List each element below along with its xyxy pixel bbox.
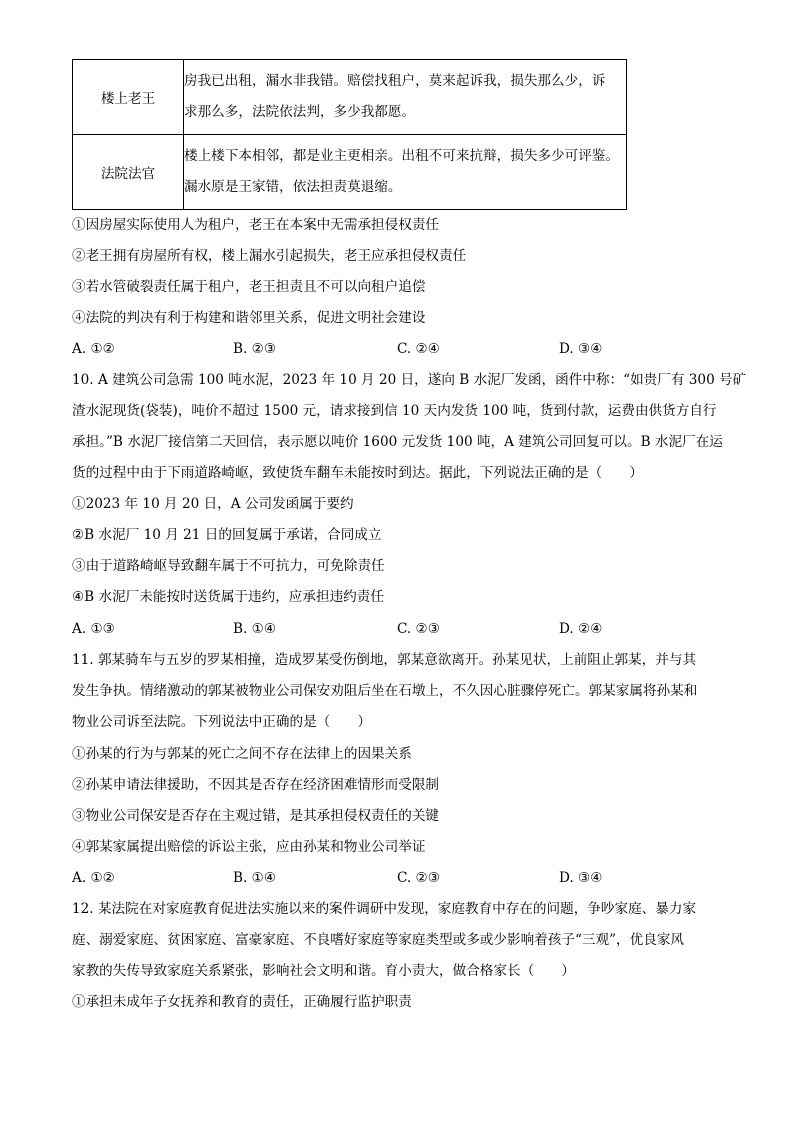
q11-choices	[72, 868, 672, 888]
q11-option: ②孙某申请法律援助，不因其是否存在经济困难情形而受限制	[72, 777, 440, 793]
choice-b: B. ②③	[233, 341, 277, 357]
speech-cell	[184, 135, 627, 210]
speech-line: 楼上楼下本相邻，都是业主更相亲。出租不可来抗辩，损失多少可评鉴。	[184, 148, 619, 164]
choice-b: B. ①④	[233, 870, 277, 886]
choice-d: D. ②④	[559, 621, 603, 637]
speaker-cell: 楼上老王	[73, 60, 184, 135]
speaker-cell: 法院法官	[73, 135, 184, 210]
q12-stem-line: 家教的失传导致家庭关系紧张，影响社会文明和谐。育小责大，做合格家长（ ）	[72, 963, 575, 979]
q9-choices	[72, 339, 672, 359]
dialogue-table	[72, 59, 627, 210]
speech-cell	[184, 60, 627, 135]
choice-c: C. ②④	[397, 341, 440, 357]
q9-option: ④法院的判决有利于构建和谐邻里关系，促进文明社会建设	[72, 310, 426, 326]
q11-option: ④郭某家属提出赔偿的诉讼主张，应由孙某和物业公司举证	[72, 839, 426, 855]
choice-a: A. ①②	[72, 341, 115, 357]
speech-line: 漏水原是王家错，依法担责莫退缩。	[184, 179, 402, 195]
q11-stem-line: 发生争执。情绪激动的郭某被物业公司保安劝阻后坐在石墩上，不久因心脏骤停死亡。郭某家属将孙某和	[72, 683, 698, 699]
q10-stem-line: 渣水泥现货(袋装)，吨价不超过 1500 元，请求接到信 10 天内发货 100 吨，货到付款，运费由供货方自行	[72, 403, 717, 419]
q12-option: ①承担未成年子女抚养和教育的责任，正确履行监护职责	[72, 994, 412, 1010]
q11-option: ①孙某的行为与郭某的死亡之间不存在法律上的因果关系	[72, 746, 412, 762]
choice-c: C. ②③	[397, 621, 440, 637]
choice-a: A. ①②	[72, 870, 115, 886]
table-row	[73, 135, 627, 210]
q10-option: ③由于道路崎岖导致翻车属于不可抗力，可免除责任	[72, 558, 385, 574]
q9-option: ②老王拥有房屋所有权，楼上漏水引起损失，老王应承担侵权责任	[72, 248, 467, 264]
q10-stem-line: 10. A 建筑公司急需 100 吨水泥，2023 年 10 月 20 日，遂向 B 水泥厂发函，函件中称：“如贵厂有 300 号矿	[72, 372, 747, 388]
speech-line: 求那么多，法院依法判，多少我都愿。	[184, 104, 416, 120]
choice-d: D. ③④	[559, 341, 603, 357]
q9-option: ③若水管破裂责任属于租户，老王担责且不可以向租户追偿	[72, 279, 426, 295]
speech-line: 房我已出租，漏水非我错。赔偿找租户，莫来起诉我，损失那么少，诉	[184, 73, 606, 89]
q11-option: ③物业公司保安是否存在主观过错，是其承担侵权责任的关键	[72, 808, 440, 824]
q12-stem-line: 12. 某法院在对家庭教育促进法实施以来的案件调研中发现，家庭教育中存在的问题，争吵家庭、暴力家	[72, 901, 697, 917]
q10-stem-line: 货的过程中由于下雨道路崎岖，致使货车翻车未能按时到达。据此，下列说法正确的是（ ）	[72, 465, 643, 481]
choice-c: C. ②③	[397, 870, 440, 886]
q10-option: ①2023 年 10 月 20 日，A 公司发函属于要约	[72, 496, 354, 512]
choice-d: D. ③④	[559, 870, 603, 886]
choice-b: B. ①④	[233, 621, 277, 637]
q9-option: ①因房屋实际使用人为租户，老王在本案中无需承担侵权责任	[72, 217, 440, 233]
q10-option: ④B 水泥厂未能按时送货属于违约，应承担违约责任	[72, 589, 384, 605]
q11-stem-line: 物业公司诉至法院。下列说法中正确的是（ ）	[72, 714, 372, 730]
q10-choices	[72, 619, 672, 639]
q11-stem-line: 11. 郭某骑车与五岁的罗某相撞，造成罗某受伤倒地，郭某意欲离开。孙某见状，上前阻止郭某，并与其	[72, 652, 697, 668]
choice-a: A. ①③	[72, 621, 115, 637]
q12-stem-line: 庭、溺爱家庭、贫困家庭、富豪家庭、不良嗜好家庭等家庭类型或多或少影响着孩子“三观”，优良家风	[72, 932, 685, 948]
q10-option: ②B 水泥厂 10 月 21 日的回复属于承诺，合同成立	[72, 527, 382, 543]
q10-stem-line: 承担。”B 水泥厂接信第二天回信，表示愿以吨价 1600 元发货 100 吨，A 建筑公司回复可以。B 水泥厂在运	[72, 434, 723, 450]
table-row	[73, 60, 627, 135]
